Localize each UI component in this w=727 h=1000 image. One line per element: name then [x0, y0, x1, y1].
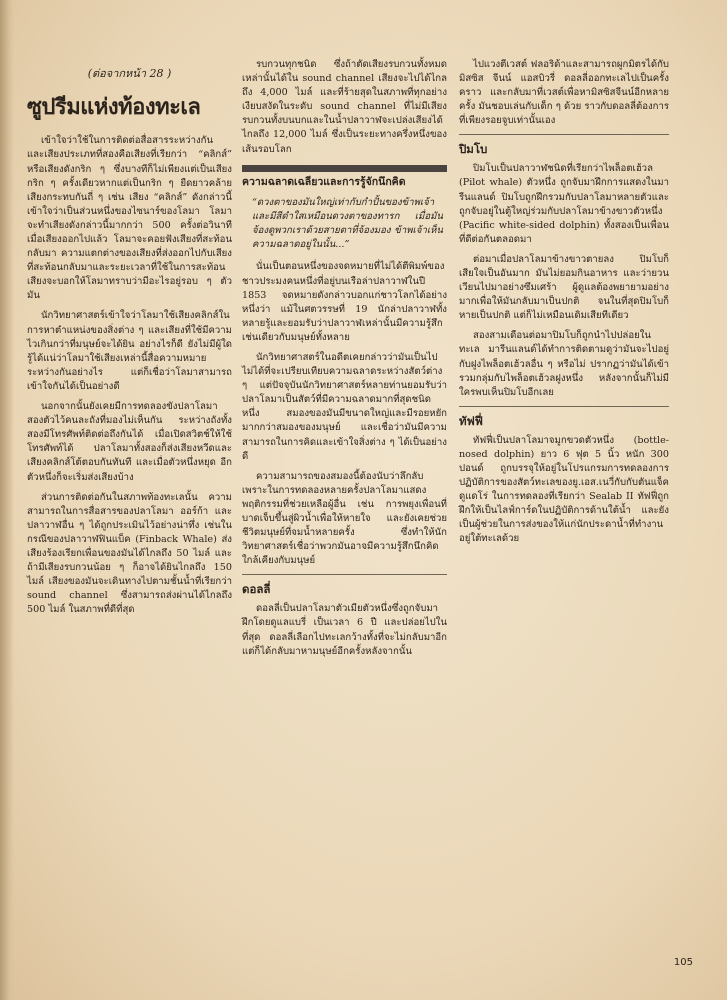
paragraph: เข้าใจว่าใช้ในการติดต่อสื่อสารระหว่างกัน และเสียงประเภทที่สองคือเสียงที่เรียกว่า “คลิกส์” หรือเสียงดังกริก ๆ ซึ่งบางทีก็ไม่เพียงแต่เป็นเสียงกริก ๆ ครั้งเดียวหากแต่เป็นกริก ๆ ยืดยาวคล้ายเสียงกระทบกันถี่ ๆ เช่น เสียง “คลิกส์” ดังกล่าวนี้เข้าใจว่าเป็นส่วนหนึ่งของไซนาร์ของโลมา โลมาจะทำเสียงดังกล่าวนี้มากกว่า 500 ครั้งต่อวินาที เมื่อเสียงออกไปแล้ว โลมาจะคอยฟังเสียงที่สะท้อนกลับมา ความแตกต่างของเสียงที่ส่งออกไปกับเสียงที่สะท้อนกลับมาและระยะเวลาที่ใช้ในการสะท้อนเสียงจะบอกให้โลมาทราบว่ามีอะไรอยู่รอบ ๆ ตัวมัน	[27, 135, 232, 302]
paragraph: ต่อมาเมื่อปลาโลมาข้างขาวตายลง ปิมโบก็เสียใจเป็นอันมาก มันไม่ยอมกินอาหาร และว่ายวนเวียนไปมาอย่างซึมเศร้า ผู้ดูแลต้องพยายามอย่างมากเพื่อให้มันกลับมาเป็นปกติ จนในที่สุดปิมโบก็หายเป็นปกติ แต่ก็ไม่เหมือนเดิมเสียทีเดียว	[459, 253, 669, 322]
pull-quote: “ดวงตาของมันใหญ่เท่ากับกำปั้นของข้าพเจ้าและมีสีดำใสเหมือนดวงตาของทารก เมื่อมันจ้องดูพวกเราด้วยสายตาที่จ้องมอง ข้าพเจ้าเห็นความฉลาดอยู่ในนั้น...”	[252, 197, 443, 251]
section-rule	[459, 134, 669, 135]
article-title: ซูปรีมแห่งท้องทะเล	[27, 95, 201, 121]
section-heading-dolly: ดอลลี่	[242, 582, 271, 597]
column-3	[459, 58, 669, 553]
paragraph: ปิมโบเป็นปลาวาฬชนิดที่เรียกว่าไพล็อตเฮ้วล (Pilot whale) ตัวหนึ่ง ถูกจับมาฝึกการแสดงในมารีนแลนด์ ปิมโบถูกฝึกรวมกับปลาโลมาหลายตัวและถูกจับอยู่ในตู้ใหญ่ร่วมกับปลาโลมาข้างขาวตัวหนึ่ง (Pacific white-sided dolphin) ทั้งสองเป็นเพื่อนที่ดีต่อกันตลอดมา	[459, 163, 669, 245]
paragraph: นั่นเป็นตอนหนึ่งของจดหมายที่ไม่ได้ตีพิมพ์ของชาวประมงคนหนึ่งที่อยู่บนเรือล่าปลาวาฬในปี 1853 จดหมายดังกล่าวบอกแก่ชาวโลกได้อย่างหนึ่งว่า แม้ในศตวรรษที่ 19 นักล่าปลาวาฬทั้งหลายรู้และยอมรับว่าปลาวาฬเหล่านั้นมีความรู้สึกเช่นเดียวกับมนุษย์ทั้งหลาย	[242, 261, 447, 343]
section-rule	[242, 574, 447, 575]
column-1	[27, 58, 232, 623]
section-divider-bar	[242, 165, 447, 172]
paragraph: ทัฟฟี่เป็นปลาโลมาจมูกขวดตัวหนึ่ง (bottle-nosed dolphin) ยาว 6 ฟุต 5 นิ้ว หนัก 300 ปอนด์ ถูกบรรจุให้อยู่ในโปรแกรมการทดลองการปฏิบัติการของสัตว์ทะเลของยู.เอส.เนวี่กับกับตันแจ็ค ดูแดโร่ ในการทดลองที่เรียกว่า Sealab II ทัฟฟี่ถูกฝึกให้เป็นไลฟ์การ์ดในปฏิบัติการด้านใต้น้ำ และยังเป็นผู้ช่วยในการส่งของให้แก่นักประดาน้ำที่ทำงานอยู่ใต้ทะเลด้วย	[459, 434, 669, 545]
section-heading-intelligence: ความฉลาดเฉลียวและการรู้จักนึกคิด	[242, 175, 406, 188]
paragraph: รบกวนทุกชนิด ซึ่งถ้าตัดเสียงรบกวนทั้งหมดเหล่านั้นได้ใน sound channel เสียงจะไปได้ไกลถึง 4,000 ไมล์ และที่ร้ายสุดในสภาพที่ทุกอย่างเงียบสงัดในระดับ sound channel ที่ไม่มีเสียงรบกวนทั้งบนบกและในน้ำปลาวาฬจะเปล่งเสียงได้ไกลถึง 12,000 ไมล์ ซึ่งเป็นระยะทางครึ่งหนึ่งของเส้นรอบโลก	[242, 59, 447, 155]
section-rule	[459, 406, 669, 407]
column-2	[242, 58, 447, 665]
section-heading-pimbo: ปิมโบ	[459, 142, 488, 157]
continued-note: (ต่อจากหน้า 28 )	[87, 67, 172, 80]
paragraph: นักวิทยาศาสตร์เข้าใจว่าโลมาใช้เสียงคลิกส์ในการหาตำแหน่งของสิ่งต่าง ๆ และเสียงที่ใช้มีความไวเกินกว่าที่มนุษย์จะได้ยิน อย่างไรก็ดี ยังไม่มีผู้ใดรู้ได้แน่ว่าโลมาใช้เสียงเหล่านี้สื่อความหมายระหว่างกันอย่างไร แต่ก็เชื่อว่าโลมาสามารถเข้าใจกันได้เป็นอย่างดี	[27, 310, 232, 392]
paragraph: นักวิทยาศาสตร์ในอดีตเคยกล่าวว่ามันเป็นไปไม่ได้ที่จะเปรียบเทียบความฉลาดระหว่างสัตว์ต่าง ๆ แต่ปัจจุบันนักวิทยาศาสตร์หลายท่านยอมรับว่าปลาโลมาเป็นสัตว์ที่มีความฉลาดมากที่สุดชนิดหนึ่ง สมองของมันมีขนาดใหญ่และมีรอยหยักมากกว่าสมองของมนุษย์ และเชื่อว่ามันมีความสามารถในการคิดและเข้าใจสิ่งต่าง ๆ ได้เป็นอย่างดี	[242, 352, 447, 462]
page-spine-shadow	[0, 0, 14, 1000]
paragraph: ส่วนการติดต่อกันในสภาพท้องทะเลนั้น ความสามารถในการสื่อสารของปลาโลมา ออร์ก้า และปลาวาฬอื่น ๆ ได้ถูกประเมินไว้อย่างน่าทึ่ง เช่นในกรณีของปลาวาฬฟินแบ็ค (Finback Whale) ส่งเสียงร้องเรียกเพื่อนของมันได้ไกลถึง 50 ไมล์ และถ้ามีเสียงรบกวนน้อย ๆ ก็อาจได้ยินไกลถึง 150 ไมล์ เสียงของมันจะเดินทางไปตามชั้นน้ำที่เรียกว่า sound channel ซึ่งสามารถส่งผ่านได้ไกลถึง 500 ไมล์ ในสภาพที่ดีที่สุด	[27, 491, 232, 616]
paragraph: ความสามารถของสมองนี้ต้องนับว่าลึกลับ เพราะในการทดลองหลายครั้งปลาโลมาแสดงพฤติกรรมที่ช่วยเหลือผู้อื่น เช่น การพยุงเพื่อนที่บาดเจ็บขึ้นสู่ผิวน้ำเพื่อให้หายใจ และยังเคยช่วยชีวิตมนุษย์ที่จมน้ำหลายครั้ง ซึ่งทำให้นักวิทยาศาสตร์เชื่อว่าพวกมันอาจมีความรู้สึกนึกคิดใกล้เคียงกับมนุษย์	[242, 470, 447, 567]
paragraph: ไปแวงตีเวสต์ ฟลอริด้าและสามารถผูกมิตรได้กับมิสซิส จีนน์ แอสบิวรี่ ดอลลี่ออกทะเลไปเป็นครั้งคราว และกลับมาที่เวสต์เพื่อหามิสซิสจีนน์อีกหลายครั้ง มันชอบเล่นกับเด็ก ๆ ด้วย ราวกับดอลลี่ต้องการที่เพียงรอยจูบเท่านั้นเอง	[459, 59, 669, 127]
paragraph: นอกจากนั้นยังเคยมีการทดลองขังปลาโลมาสองตัวไว้คนละถังที่มองไม่เห็นกัน ระหว่างถังทั้งสองมีโทรศัพท์ติดต่อถึงกันได้ เมื่อเปิดสวิตช์ให้ใช้โทรศัพท์ได้ ปลาโลมาทั้งสองก็ส่งเสียงหวีดและเสียงคลิกส์โต้ตอบกันทันที และเมื่อตัวหนึ่งหยุด อีกตัวหนึ่งก็จะเริ่มส่งเสียงบ้าง	[27, 401, 232, 483]
paragraph: ดอลลี่เป็นปลาโลมาตัวเมียตัวหนึ่งซึ่งถูกจับมาฝึกโดยดูแลแบรี่ เป็นเวลา 6 ปี และปล่อยไปในที่สุด ดอลลี่เลือกไปทะเลกว้างทั้งที่จะไม่กลับมาอีก แต่ก็ได้กลับมาหามนุษย์อีกครั้งหลังจากนั้น	[242, 603, 447, 657]
paragraph: สองสามเดือนต่อมาปิมโบก็ถูกนำไปปล่อยในทะเล มารีนแลนด์ได้ทำการติดตามดูว่ามันจะไปอยู่กับฝูงไพล็อตเฮ้วลอื่น ๆ หรือไม่ ปรากฏว่ามันได้เข้ารวมกลุ่มกับไพล็อตเฮ้วลฝูงหนึ่ง หลังจากนั้นก็ไม่มีใครพบเห็นปิมโบอีกเลย	[459, 330, 669, 398]
section-heading-tuffy: ทัฟฟี่	[459, 413, 483, 428]
page-number: 105	[673, 957, 693, 968]
